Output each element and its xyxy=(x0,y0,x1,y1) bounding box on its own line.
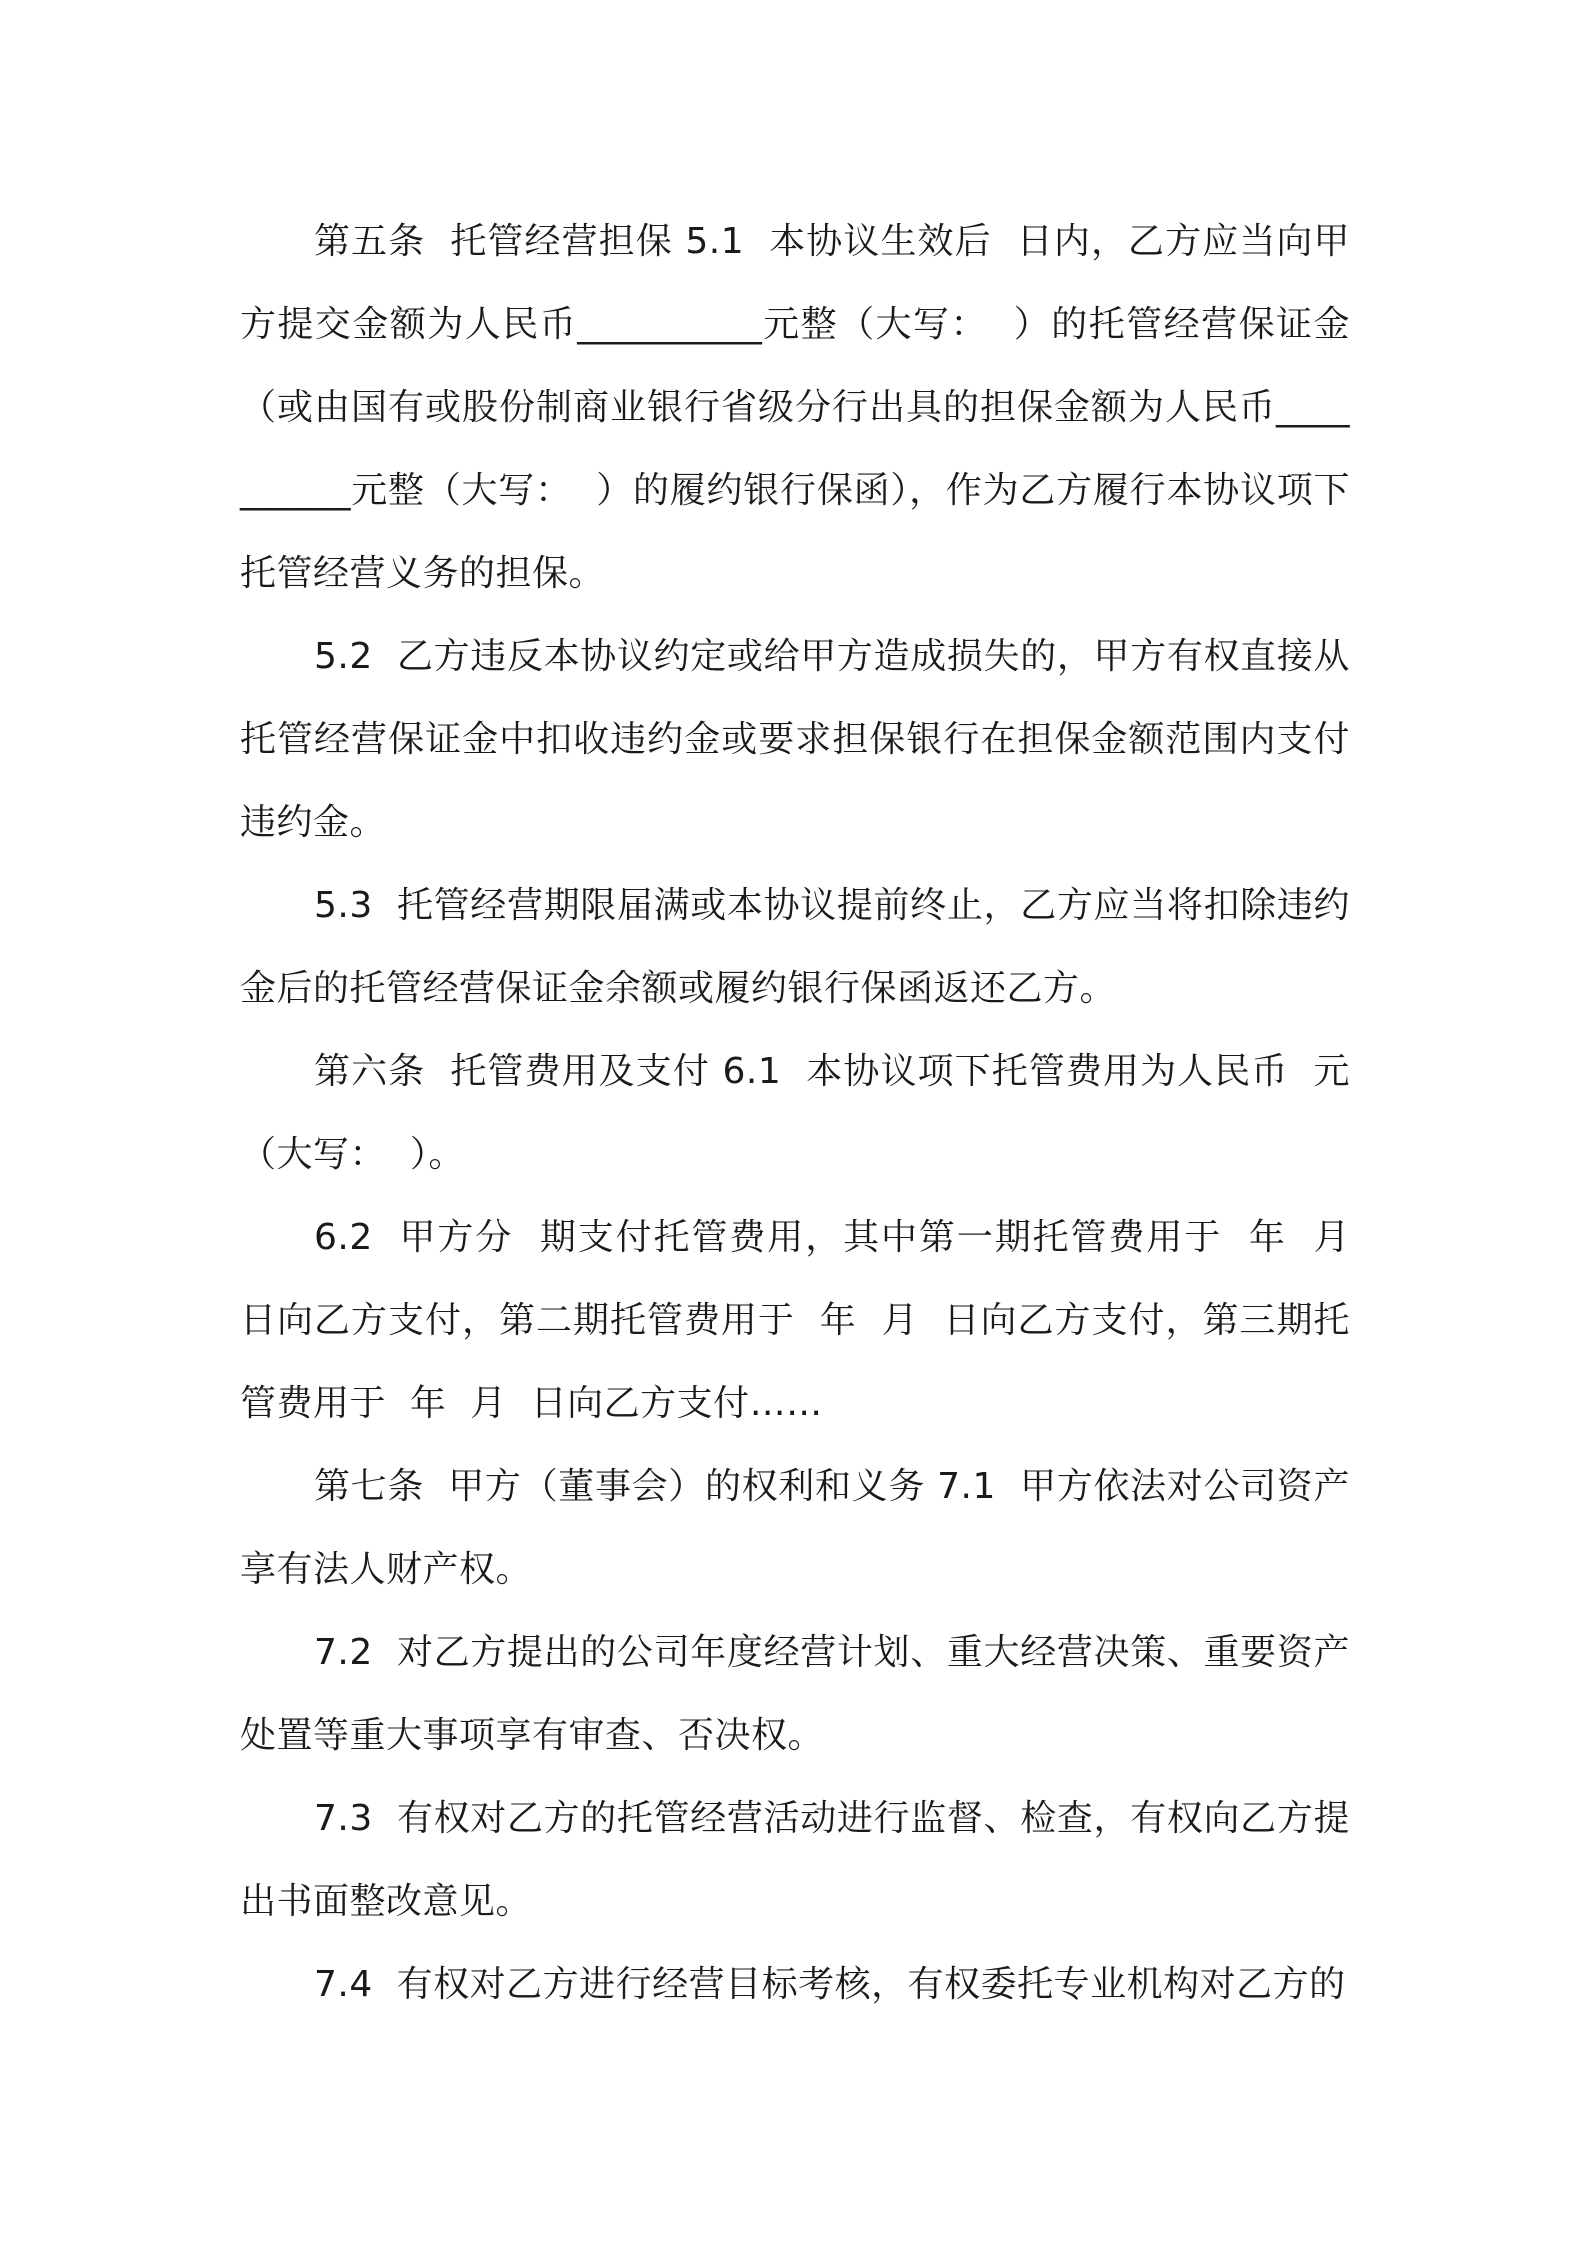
paragraph-7-2: 7.2 对乙方提出的公司年度经营计划、重大经营决策、重要资产处置等重大事项享有审查、否决权。 xyxy=(240,1632,1350,1756)
paragraph-7-4: 7.4 有权对乙方进行经营目标考核，有权委托专业机构对乙方的 xyxy=(314,1964,1346,2005)
paragraph-article-5-1: 第五条 托管经营担保 5.1 本协议生效后 日内，乙方应当向甲方提交金额为人民币__________元整（大写： ）的托管经营保证金（或由国有或股份制商业银行省级分行出具的担保金额为人民币__________元整（大写： ）的履约银行保函），作为乙方履行本协议项下托管经营义务的担保。 xyxy=(240,221,1350,594)
paragraph-article-6-1: 第六条 托管费用及支付 6.1 本协议项下托管费用为人民币 元（大写： ）。 xyxy=(240,1051,1350,1175)
paragraph-7-3: 7.3 有权对乙方的托管经营活动进行监督、检查，有权向乙方提出书面整改意见。 xyxy=(240,1798,1350,1922)
paragraph-article-7-1: 第七条 甲方（董事会）的权利和义务 7.1 甲方依法对公司资产享有法人财产权。 xyxy=(240,1466,1350,1590)
document-body xyxy=(240,200,1374,2026)
paragraph-5-3: 5.3 托管经营期限届满或本协议提前终止，乙方应当将扣除违约金后的托管经营保证金余额或履约银行保函返还乙方。 xyxy=(240,885,1350,1009)
paragraph-6-2: 6.2 甲方分 期支付托管费用，其中第一期托管费用于 年 月 日向乙方支付，第二期托管费用于 年 月 日向乙方支付，第三期托管费用于 年 月 日向乙方支付…… xyxy=(240,1217,1374,1424)
paragraph-5-2: 5.2 乙方违反本协议约定或给甲方造成损失的，甲方有权直接从托管经营保证金中扣收违约金或要求担保银行在担保金额范围内支付违约金。 xyxy=(240,636,1350,843)
